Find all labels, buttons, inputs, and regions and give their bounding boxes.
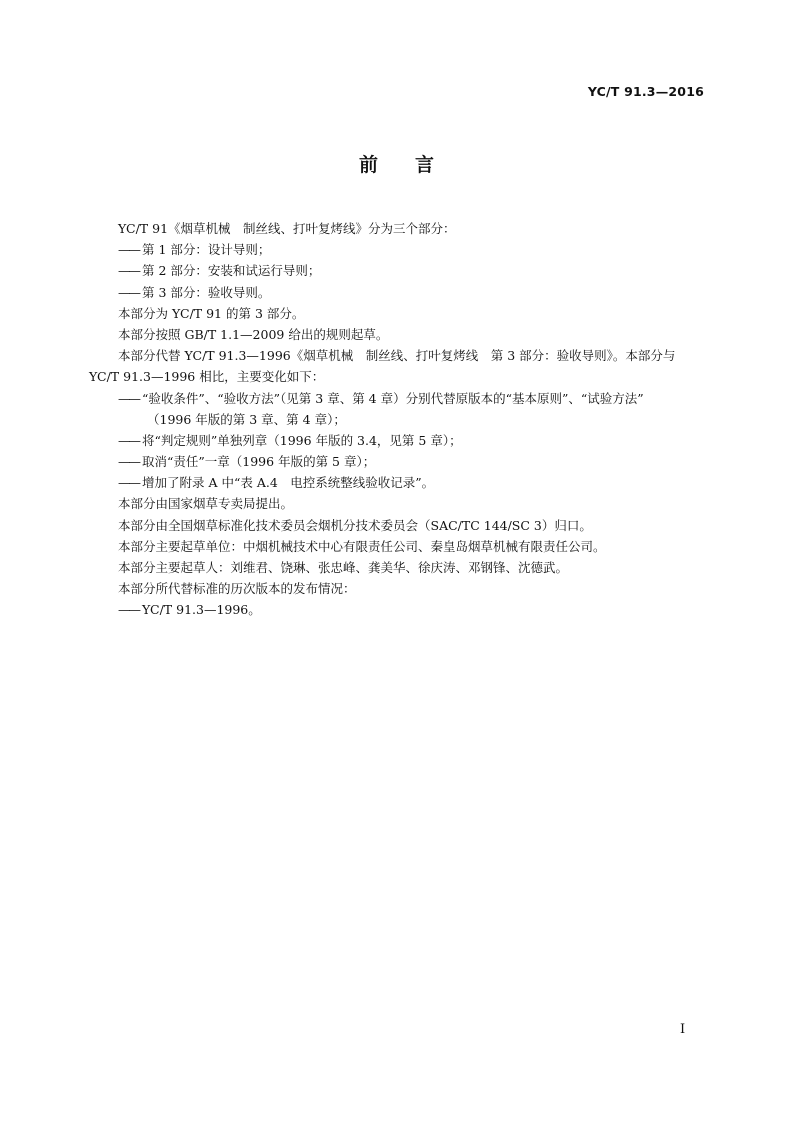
page-number: I bbox=[680, 1022, 686, 1037]
list-item bbox=[89, 430, 709, 451]
list-dash: —— bbox=[118, 602, 139, 618]
paragraph-line bbox=[89, 345, 709, 366]
paragraph-line bbox=[89, 324, 709, 345]
title-char-2: 言 bbox=[415, 154, 436, 176]
line-text: 第 3 部分：验收导则。 bbox=[142, 284, 271, 300]
list-dash: —— bbox=[118, 242, 139, 258]
paragraph-line bbox=[89, 536, 709, 557]
paragraph-line bbox=[89, 578, 709, 599]
list-item bbox=[89, 472, 709, 493]
line-text: 取消“责任”一章（1996 年版的第 5 章）； bbox=[142, 454, 376, 470]
line-text: 本部分由国家烟草专卖局提出。 bbox=[118, 496, 294, 512]
list-dash: —— bbox=[118, 390, 139, 406]
paragraph-line bbox=[89, 218, 709, 239]
paragraph-line bbox=[89, 366, 709, 387]
paragraph-line bbox=[89, 303, 709, 324]
line-text: YC/T 91《烟草机械 制丝线、打叶复烤线》分为三个部分： bbox=[118, 221, 456, 236]
line-text: 本部分按照 GB/T 1.1—2009 给出的规则起草。 bbox=[118, 326, 389, 342]
foreword-body bbox=[89, 218, 709, 621]
list-dash: —— bbox=[118, 263, 139, 279]
line-text: 本部分主要起草单位：中烟机械技术中心有限责任公司、秦皇岛烟草机械有限责任公司。 bbox=[118, 538, 606, 554]
list-item bbox=[89, 260, 709, 281]
list-dash: —— bbox=[118, 284, 139, 300]
line-text: 本部分所代替标准的历次版本的发布情况： bbox=[118, 581, 356, 597]
line-text: 本部分主要起草人：刘维君、饶琳、张忠峰、龚美华、徐庆涛、邓钢锋、沈德武。 bbox=[118, 560, 569, 575]
list-item bbox=[89, 599, 709, 620]
line-text: 本部分代替 YC/T 91.3—1996《烟草机械 制丝线、打叶复烤线 第 3 部分：验收导则》。本部分与 bbox=[118, 348, 676, 364]
line-text: “验收条件”、“验收方法”（见第 3 章、第 4 章）分别代替原版本的“基本原则”、“试验方法” bbox=[142, 390, 644, 406]
paragraph-line bbox=[89, 515, 709, 536]
page-title bbox=[0, 150, 794, 177]
document-id: YC/T 91.3—2016 bbox=[587, 84, 704, 99]
list-dash: —— bbox=[118, 454, 139, 470]
line-text: 本部分为 YC/T 91 的第 3 部分。 bbox=[118, 305, 305, 321]
line-text: 第 2 部分：安装和试运行导则； bbox=[142, 263, 321, 279]
list-item bbox=[89, 451, 709, 472]
line-text: YC/T 91.3—1996。 bbox=[142, 602, 261, 618]
line-text: （1996 年版的第 3 章、第 4 章）； bbox=[147, 411, 346, 427]
paragraph-line bbox=[89, 557, 709, 578]
list-dash: —— bbox=[118, 432, 139, 448]
title-char-1: 前 bbox=[358, 154, 379, 176]
line-text: 增加了附录 A 中“表 A.4 电控系统整线验收记录”。 bbox=[142, 475, 435, 491]
line-text: YC/T 91.3—1996 相比，主要变化如下： bbox=[89, 369, 325, 385]
list-item bbox=[89, 282, 709, 303]
paragraph-line bbox=[89, 409, 709, 430]
line-text: 将“判定规则”单独列章（1996 年版的 3.4，见第 5 章）； bbox=[142, 432, 462, 448]
list-dash: —— bbox=[118, 475, 139, 491]
line-text: 第 1 部分：设计导则； bbox=[142, 242, 271, 258]
line-text: 本部分由全国烟草标准化技术委员会烟机分技术委员会（SAC/TC 144/SC 3）归口。 bbox=[118, 517, 592, 533]
paragraph-line bbox=[89, 493, 709, 514]
list-item bbox=[89, 239, 709, 260]
list-item bbox=[89, 388, 709, 409]
